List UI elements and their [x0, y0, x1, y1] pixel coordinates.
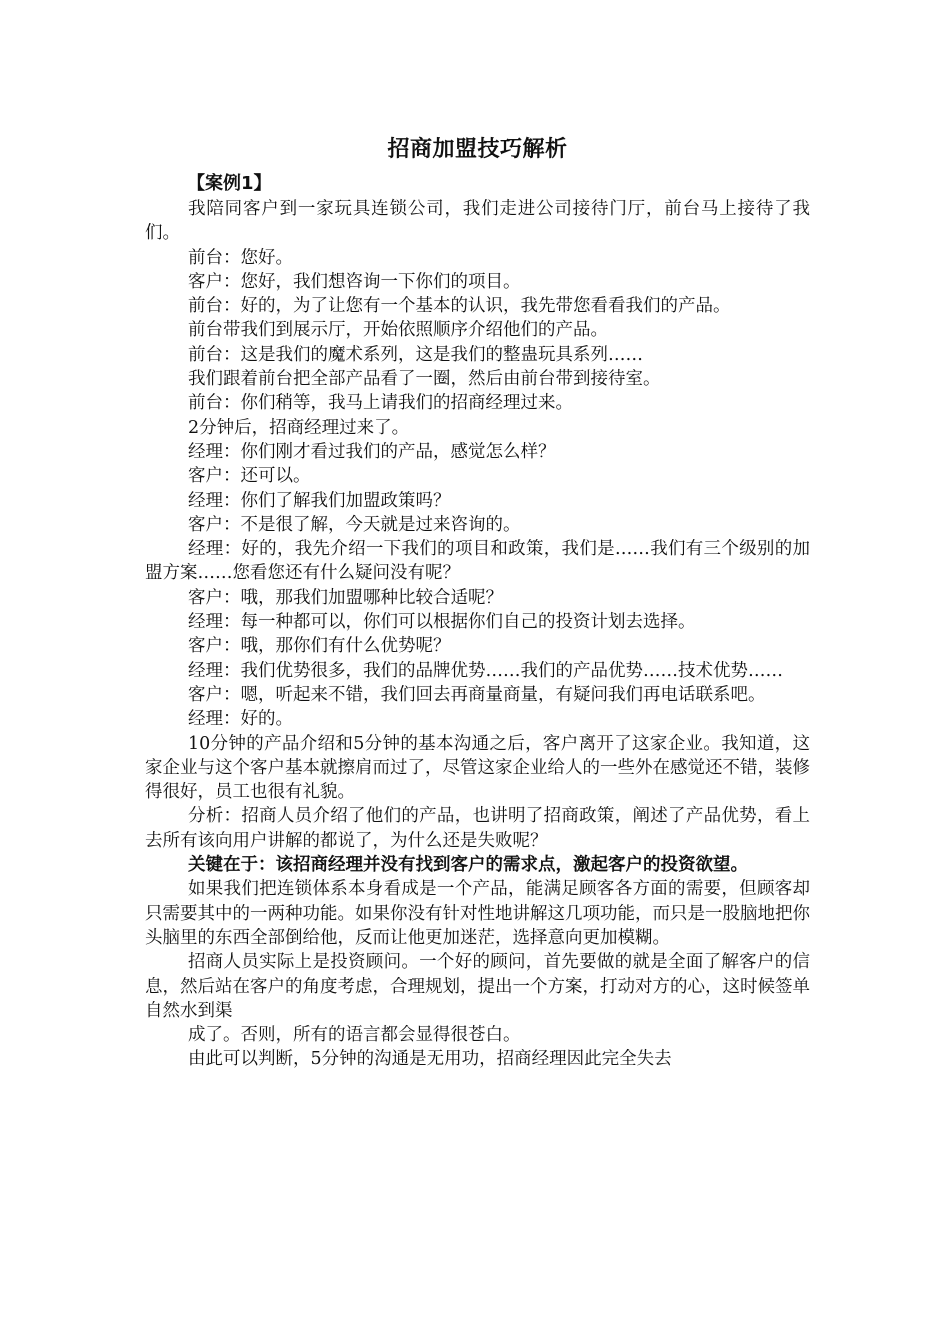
body-paragraph: 我陪同客户到一家玩具连锁公司，我们走进公司接待门厅，前台马上接待了我们。	[145, 199, 810, 244]
body-paragraph: 客户：还可以。	[188, 466, 311, 487]
body-paragraph: 客户：嗯，听起来不错，我们回去再商量商量，有疑问我们再电话联系吧。	[188, 684, 766, 705]
body-paragraph: 前台：您好。	[188, 247, 293, 268]
body-paragraph: 经理：好的，我先介绍一下我们的项目和政策，我们是……我们有三个级别的加盟方案……您看您还有什么疑问没有呢？	[145, 539, 810, 584]
key-point-paragraph: 关键在于：该招商经理并没有找到客户的需求点，激起客户的投资欲望。	[188, 855, 748, 876]
body-paragraph: 如果我们把连锁体系本身看成是一个产品，能满足顾客各方面的需要，但顾客却只需要其中的一两种功能。如果你没有针对性地讲解这几项功能，而只是一股脑地把你头脑里的东西全部倒给他，反而让他更加迷茫，选择意向更加模糊。	[145, 879, 810, 948]
body-paragraph: 前台：你们稍等，我马上请我们的招商经理过来。	[188, 393, 573, 414]
body-paragraph: 前台带我们到展示厅，开始依照顺序介绍他们的产品。	[188, 320, 608, 341]
body-paragraph: 经理：你们了解我们加盟政策吗？	[188, 490, 451, 511]
document-body	[145, 197, 810, 1072]
body-paragraph: 客户：您好，我们想咨询一下你们的项目。	[188, 271, 521, 292]
body-paragraph: 成了。否则，所有的语言都会显得很苍白。	[188, 1025, 521, 1046]
body-paragraph: 客户：哦，那你们有什么优势呢？	[188, 636, 451, 657]
document-title: 招商加盟技巧解析	[387, 137, 568, 162]
body-paragraph: 前台：好的，为了让您有一个基本的认识，我先带您看看我们的产品。	[188, 296, 731, 317]
body-paragraph: 我们跟着前台把全部产品看了一圈，然后由前台带到接待室。	[188, 369, 661, 390]
body-paragraph: 10分钟的产品介绍和5分钟的基本沟通之后，客户离开了这家企业。我知道，这家企业与这个客户基本就擦肩而过了，尽管这家企业给人的一些外在感觉还不错，装修得很好，员工也很有礼貌。	[145, 733, 810, 803]
body-paragraph: 经理：每一种都可以，你们可以根据你们自己的投资计划去选择。	[188, 612, 696, 633]
body-paragraph: 经理：我们优势很多，我们的品牌优势……我们的产品优势……技术优势……	[188, 660, 783, 681]
body-paragraph: 客户：哦，那我们加盟哪种比较合适呢？	[188, 587, 503, 608]
body-paragraph: 招商人员实际上是投资顾问。一个好的顾问，首先要做的就是全面了解客户的信息，然后站在客户的角度考虑，合理规划，提出一个方案，打动对方的心，这时候签单自然水到渠	[145, 952, 810, 1021]
body-paragraph: 分析：招商人员介绍了他们的产品，也讲明了招商政策，阐述了产品优势，看上去所有该向用户讲解的都说了，为什么还是失败呢？	[145, 806, 810, 851]
body-paragraph: 2分钟后，招商经理过来了。	[188, 417, 410, 438]
case-label: 【案例1】	[187, 173, 272, 194]
body-paragraph: 客户：不是很了解，今天就是过来咨询的。	[188, 514, 521, 535]
document-page	[145, 133, 810, 1072]
body-paragraph: 经理：好的。	[188, 709, 293, 730]
body-paragraph: 由此可以判断，5分钟的沟通是无用功，招商经理因此完全失去	[188, 1049, 672, 1070]
body-paragraph: 经理：你们刚才看过我们的产品，感觉怎么样？	[188, 441, 556, 462]
body-paragraph: 前台：这是我们的魔术系列，这是我们的整蛊玩具系列……	[188, 344, 643, 365]
